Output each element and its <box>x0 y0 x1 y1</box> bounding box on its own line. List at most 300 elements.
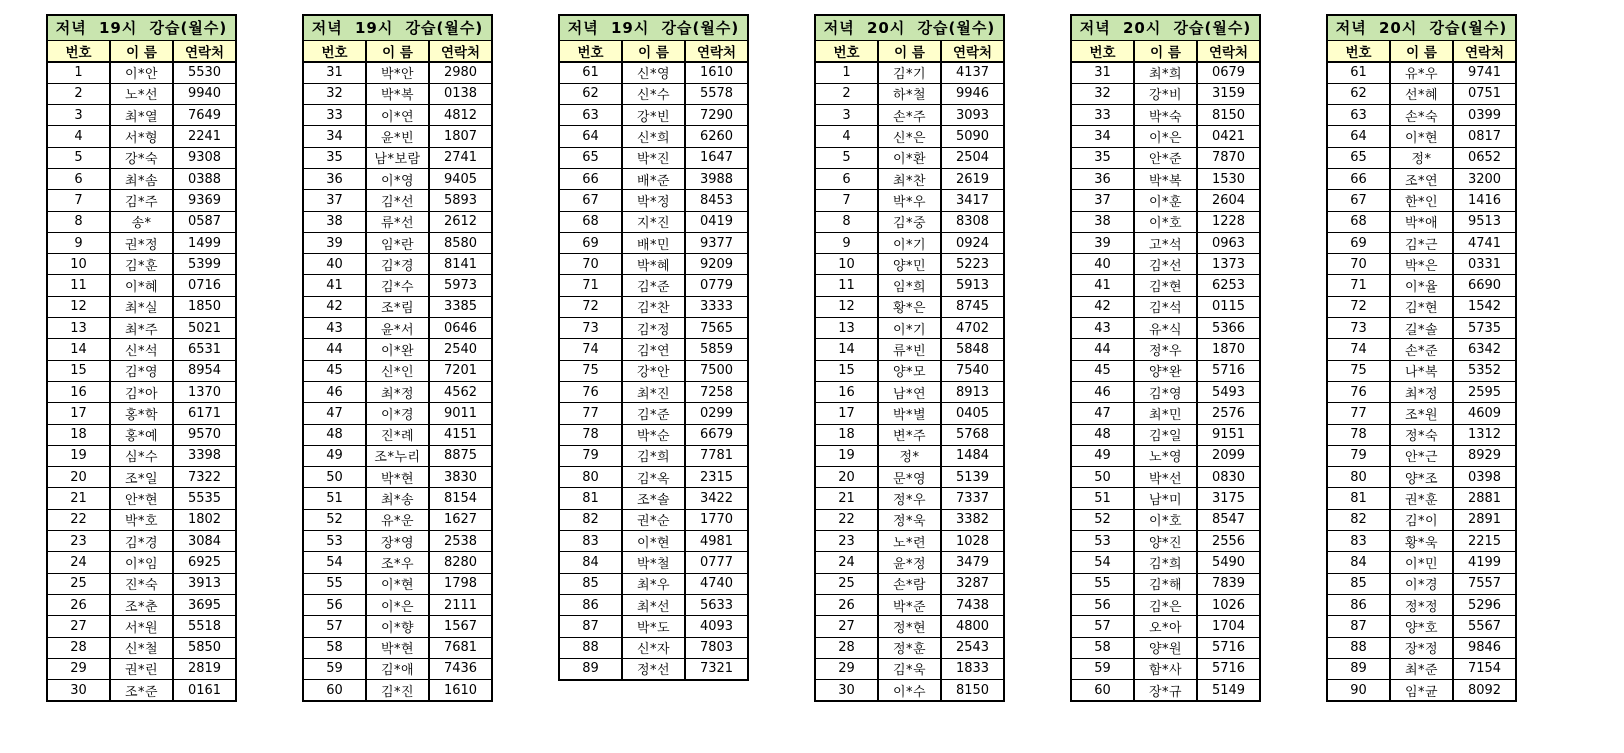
name-cell: 임*희 <box>878 275 941 296</box>
row-number-cell: 43 <box>303 318 366 339</box>
table-row <box>47 573 236 594</box>
contact-cell: 2612 <box>429 211 492 232</box>
name-cell: 정* <box>878 445 941 466</box>
row-number-cell: 16 <box>815 381 878 402</box>
name-cell: 길*솔 <box>1390 318 1453 339</box>
table-row <box>1327 254 1516 275</box>
name-cell: 박*순 <box>622 424 685 445</box>
name-cell: 임*란 <box>366 232 429 253</box>
contact-cell: 5493 <box>1197 381 1260 402</box>
name-cell: 신*희 <box>622 126 685 147</box>
name-cell: 손*숙 <box>1390 105 1453 126</box>
name-cell: 고*석 <box>1134 232 1197 253</box>
row-number-cell: 10 <box>815 254 878 275</box>
table-row <box>815 296 1004 317</box>
name-cell: 정* <box>1390 147 1453 168</box>
name-cell: 신*자 <box>622 637 685 658</box>
contact-cell: 0716 <box>173 275 236 296</box>
name-cell: 최*선 <box>622 594 685 615</box>
column-header-name: 이 름 <box>878 40 941 62</box>
row-number-cell: 71 <box>559 275 622 296</box>
name-cell: 하*철 <box>878 83 941 104</box>
table-row <box>1327 318 1516 339</box>
contact-cell: 9946 <box>941 83 1004 104</box>
column-header-no: 번호 <box>303 40 366 62</box>
name-cell: 이*기 <box>878 318 941 339</box>
name-cell: 김*희 <box>622 445 685 466</box>
contact-cell: 7540 <box>941 360 1004 381</box>
table-row <box>303 211 492 232</box>
row-number-cell: 80 <box>1327 467 1390 488</box>
contact-cell: 3175 <box>1197 488 1260 509</box>
table-title: 저녁 19시 강습(월수) <box>47 15 236 40</box>
name-cell: 신*영 <box>622 62 685 83</box>
table-row <box>1327 275 1516 296</box>
name-cell: 김*선 <box>366 190 429 211</box>
contact-cell: 5399 <box>173 254 236 275</box>
row-number-cell: 59 <box>303 658 366 679</box>
row-number-cell: 79 <box>559 445 622 466</box>
table-row <box>1071 275 1260 296</box>
row-number-cell: 89 <box>1327 658 1390 679</box>
row-number-cell: 77 <box>559 403 622 424</box>
table-row <box>303 232 492 253</box>
name-cell: 박*별 <box>878 403 941 424</box>
contact-cell: 6925 <box>173 552 236 573</box>
row-number-cell: 32 <box>303 83 366 104</box>
table-row <box>303 424 492 445</box>
row-number-cell: 89 <box>559 658 622 679</box>
column-header-contact: 연락처 <box>685 40 748 62</box>
row-number-cell: 62 <box>559 83 622 104</box>
contact-cell: 7565 <box>685 318 748 339</box>
row-number-cell: 46 <box>1071 381 1134 402</box>
row-number-cell: 70 <box>559 254 622 275</box>
table-row <box>47 594 236 615</box>
contact-cell: 7803 <box>685 637 748 658</box>
name-cell: 조*우 <box>366 552 429 573</box>
table-row <box>1071 126 1260 147</box>
table-row <box>559 467 748 488</box>
row-number-cell: 47 <box>303 403 366 424</box>
name-cell: 박*혜 <box>622 254 685 275</box>
table-row <box>303 190 492 211</box>
name-cell: 최*희 <box>1134 62 1197 83</box>
row-number-cell: 58 <box>303 637 366 658</box>
column-header-name: 이 름 <box>366 40 429 62</box>
row-number-cell: 1 <box>47 62 110 83</box>
row-number-cell: 33 <box>303 105 366 126</box>
contact-cell: 1312 <box>1453 424 1516 445</box>
name-cell: 손*준 <box>1390 339 1453 360</box>
table-row <box>1071 531 1260 552</box>
row-number-cell: 19 <box>815 445 878 466</box>
name-cell: 최*주 <box>110 318 173 339</box>
name-cell: 정*정 <box>1390 594 1453 615</box>
contact-cell: 8453 <box>685 190 748 211</box>
table-row <box>559 509 748 530</box>
contact-cell: 8547 <box>1197 509 1260 530</box>
contact-cell: 2604 <box>1197 190 1260 211</box>
contact-cell: 5021 <box>173 318 236 339</box>
name-cell: 김*수 <box>366 275 429 296</box>
contact-cell: 3382 <box>941 509 1004 530</box>
name-cell: 윤*서 <box>366 318 429 339</box>
name-cell: 이*현 <box>1390 126 1453 147</box>
table-row <box>559 318 748 339</box>
table-row <box>1071 680 1260 701</box>
table-row <box>815 105 1004 126</box>
row-number-cell: 8 <box>815 211 878 232</box>
name-cell: 권*훈 <box>1390 488 1453 509</box>
name-cell: 김*은 <box>1134 594 1197 615</box>
table-row <box>303 147 492 168</box>
row-number-cell: 54 <box>303 552 366 573</box>
table-row <box>1327 637 1516 658</box>
contact-cell: 7258 <box>685 381 748 402</box>
name-cell: 박*은 <box>1390 254 1453 275</box>
contact-cell: 5530 <box>173 62 236 83</box>
row-number-cell: 53 <box>1071 531 1134 552</box>
table-row <box>303 168 492 189</box>
name-cell: 정*선 <box>622 658 685 679</box>
table-row <box>1071 168 1260 189</box>
table-row <box>815 232 1004 253</box>
name-cell: 강*빈 <box>622 105 685 126</box>
table-row <box>815 488 1004 509</box>
contact-cell: 4137 <box>941 62 1004 83</box>
row-number-cell: 78 <box>559 424 622 445</box>
contact-cell: 6690 <box>1453 275 1516 296</box>
row-number-cell: 88 <box>1327 637 1390 658</box>
row-number-cell: 25 <box>815 573 878 594</box>
table-row <box>815 126 1004 147</box>
contact-cell: 9308 <box>173 147 236 168</box>
roster-table-4 <box>814 14 1005 702</box>
contact-cell: 3385 <box>429 296 492 317</box>
table-row <box>47 62 236 83</box>
table-row <box>47 296 236 317</box>
row-number-cell: 35 <box>1071 147 1134 168</box>
contact-cell: 7438 <box>941 594 1004 615</box>
row-number-cell: 49 <box>1071 445 1134 466</box>
contact-cell: 4741 <box>1453 232 1516 253</box>
table-row <box>559 552 748 573</box>
table-row <box>559 296 748 317</box>
table-row <box>47 488 236 509</box>
table-row <box>47 680 236 701</box>
table-row <box>815 339 1004 360</box>
row-number-cell: 34 <box>303 126 366 147</box>
roster-table-3 <box>558 14 749 681</box>
row-number-cell: 59 <box>1071 658 1134 679</box>
name-cell: 조*원 <box>1390 403 1453 424</box>
row-number-cell: 81 <box>559 488 622 509</box>
name-cell: 정*훈 <box>878 637 941 658</box>
name-cell: 조*림 <box>366 296 429 317</box>
contact-cell: 0830 <box>1197 467 1260 488</box>
name-cell: 박*진 <box>622 147 685 168</box>
row-number-cell: 20 <box>815 467 878 488</box>
name-cell: 박*철 <box>622 552 685 573</box>
column-header-no: 번호 <box>559 40 622 62</box>
name-cell: 김*준 <box>622 403 685 424</box>
contact-cell: 1228 <box>1197 211 1260 232</box>
contact-cell: 0817 <box>1453 126 1516 147</box>
name-cell: 박*우 <box>878 190 941 211</box>
table-row <box>1071 211 1260 232</box>
table-row <box>303 83 492 104</box>
row-number-cell: 43 <box>1071 318 1134 339</box>
name-cell: 박*준 <box>878 594 941 615</box>
name-cell: 황*은 <box>878 296 941 317</box>
contact-cell: 3830 <box>429 467 492 488</box>
name-cell: 이*연 <box>366 105 429 126</box>
contact-cell: 6342 <box>1453 339 1516 360</box>
table-row <box>303 488 492 509</box>
row-number-cell: 66 <box>559 168 622 189</box>
row-number-cell: 30 <box>815 680 878 701</box>
name-cell: 손*람 <box>878 573 941 594</box>
table-row <box>47 381 236 402</box>
contact-cell: 1499 <box>173 232 236 253</box>
table-row <box>47 509 236 530</box>
table-row <box>303 467 492 488</box>
table-row <box>303 680 492 701</box>
name-cell: 서*원 <box>110 616 173 637</box>
contact-cell: 9369 <box>173 190 236 211</box>
row-number-cell: 61 <box>1327 62 1390 83</box>
contact-cell: 9011 <box>429 403 492 424</box>
table-row <box>1327 403 1516 424</box>
contact-cell: 3398 <box>173 445 236 466</box>
contact-cell: 9846 <box>1453 637 1516 658</box>
name-cell: 조*누리 <box>366 445 429 466</box>
name-cell: 이*경 <box>366 403 429 424</box>
name-cell: 최*열 <box>110 105 173 126</box>
row-number-cell: 5 <box>47 147 110 168</box>
row-number-cell: 23 <box>815 531 878 552</box>
contact-cell: 8875 <box>429 445 492 466</box>
contact-cell: 1704 <box>1197 616 1260 637</box>
contact-cell: 7321 <box>685 658 748 679</box>
contact-cell: 2576 <box>1197 403 1260 424</box>
table-row <box>1327 105 1516 126</box>
table-row <box>559 62 748 83</box>
row-number-cell: 51 <box>1071 488 1134 509</box>
contact-cell: 1567 <box>429 616 492 637</box>
table-row <box>47 467 236 488</box>
name-cell: 권*순 <box>622 509 685 530</box>
name-cell: 박*안 <box>366 62 429 83</box>
table-row <box>1327 83 1516 104</box>
row-number-cell: 63 <box>559 105 622 126</box>
name-cell: 이*현 <box>622 531 685 552</box>
name-cell: 홍*학 <box>110 403 173 424</box>
contact-cell: 7154 <box>1453 658 1516 679</box>
name-cell: 김*욱 <box>878 658 941 679</box>
table-row <box>47 275 236 296</box>
row-number-cell: 87 <box>1327 616 1390 637</box>
contact-cell: 9377 <box>685 232 748 253</box>
column-header-name: 이 름 <box>1390 40 1453 62</box>
table-row <box>559 254 748 275</box>
name-cell: 황*욱 <box>1390 531 1453 552</box>
contact-cell: 9405 <box>429 168 492 189</box>
name-cell: 양*진 <box>1134 531 1197 552</box>
contact-cell: 1833 <box>941 658 1004 679</box>
row-number-cell: 27 <box>815 616 878 637</box>
row-number-cell: 50 <box>303 467 366 488</box>
row-number-cell: 33 <box>1071 105 1134 126</box>
table-row <box>815 62 1004 83</box>
contact-cell: 2099 <box>1197 445 1260 466</box>
contact-cell: 9940 <box>173 83 236 104</box>
row-number-cell: 57 <box>303 616 366 637</box>
name-cell: 최*정 <box>366 381 429 402</box>
row-number-cell: 68 <box>559 211 622 232</box>
name-cell: 양*조 <box>1390 467 1453 488</box>
table-row <box>1071 147 1260 168</box>
name-cell: 문*영 <box>878 467 941 488</box>
table-row <box>815 552 1004 573</box>
table-row <box>815 211 1004 232</box>
row-number-cell: 64 <box>1327 126 1390 147</box>
contact-cell: 8141 <box>429 254 492 275</box>
table-row <box>559 594 748 615</box>
name-cell: 이*현 <box>366 573 429 594</box>
row-number-cell: 48 <box>1071 424 1134 445</box>
name-cell: 함*사 <box>1134 658 1197 679</box>
contact-cell: 5567 <box>1453 616 1516 637</box>
table-row <box>1327 509 1516 530</box>
row-number-cell: 73 <box>559 318 622 339</box>
contact-cell: 0779 <box>685 275 748 296</box>
contact-cell: 1530 <box>1197 168 1260 189</box>
contact-cell: 4609 <box>1453 403 1516 424</box>
name-cell: 선*혜 <box>1390 83 1453 104</box>
table-row <box>559 658 748 679</box>
contact-cell: 0421 <box>1197 126 1260 147</box>
roster-table-2 <box>302 14 493 702</box>
row-number-cell: 21 <box>47 488 110 509</box>
column-header-contact: 연락처 <box>429 40 492 62</box>
table-row <box>47 126 236 147</box>
column-header-contact: 연락처 <box>1197 40 1260 62</box>
table-row <box>1071 509 1260 530</box>
table-row <box>303 360 492 381</box>
name-cell: 장*정 <box>1390 637 1453 658</box>
table-row <box>815 531 1004 552</box>
name-cell: 이*민 <box>1390 552 1453 573</box>
row-number-cell: 48 <box>303 424 366 445</box>
table-row <box>815 616 1004 637</box>
name-cell: 김*준 <box>622 275 685 296</box>
name-cell: 노*선 <box>110 83 173 104</box>
row-number-cell: 19 <box>47 445 110 466</box>
table-row <box>559 83 748 104</box>
name-cell: 강*안 <box>622 360 685 381</box>
contact-cell: 1542 <box>1453 296 1516 317</box>
name-cell: 박*정 <box>622 190 685 211</box>
roster-table-1 <box>46 14 237 702</box>
contact-cell: 1610 <box>685 62 748 83</box>
name-cell: 노*영 <box>1134 445 1197 466</box>
contact-cell: 3093 <box>941 105 1004 126</box>
row-number-cell: 81 <box>1327 488 1390 509</box>
table-title: 저녁 20시 강습(월수) <box>815 15 1004 40</box>
contact-cell: 1798 <box>429 573 492 594</box>
row-number-cell: 62 <box>1327 83 1390 104</box>
row-number-cell: 13 <box>47 318 110 339</box>
name-cell: 신*수 <box>622 83 685 104</box>
table-row <box>47 105 236 126</box>
row-number-cell: 8 <box>47 211 110 232</box>
table-row <box>1327 360 1516 381</box>
name-cell: 장*규 <box>1134 680 1197 701</box>
table-row <box>815 467 1004 488</box>
name-cell: 정*우 <box>878 488 941 509</box>
table-row <box>1071 488 1260 509</box>
name-cell: 최*찬 <box>878 168 941 189</box>
table-row <box>1071 360 1260 381</box>
row-number-cell: 6 <box>47 168 110 189</box>
name-cell: 조*준 <box>110 680 173 701</box>
table-row <box>815 403 1004 424</box>
contact-cell: 2543 <box>941 637 1004 658</box>
row-number-cell: 76 <box>559 381 622 402</box>
table-row <box>303 296 492 317</box>
name-cell: 최*민 <box>1134 403 1197 424</box>
name-cell: 권*린 <box>110 658 173 679</box>
row-number-cell: 3 <box>47 105 110 126</box>
contact-cell: 9209 <box>685 254 748 275</box>
row-number-cell: 38 <box>1071 211 1134 232</box>
contact-cell: 6253 <box>1197 275 1260 296</box>
row-number-cell: 16 <box>47 381 110 402</box>
row-number-cell: 75 <box>1327 360 1390 381</box>
name-cell: 나*복 <box>1390 360 1453 381</box>
table-row <box>559 126 748 147</box>
table-row <box>1327 190 1516 211</box>
column-header-name: 이 름 <box>1134 40 1197 62</box>
row-number-cell: 51 <box>303 488 366 509</box>
row-number-cell: 72 <box>1327 296 1390 317</box>
contact-cell: 2881 <box>1453 488 1516 509</box>
name-cell: 배*민 <box>622 232 685 253</box>
row-number-cell: 13 <box>815 318 878 339</box>
contact-cell: 5848 <box>941 339 1004 360</box>
table-row <box>559 381 748 402</box>
row-number-cell: 9 <box>47 232 110 253</box>
table-row <box>303 637 492 658</box>
contact-cell: 8280 <box>429 552 492 573</box>
table-row <box>47 339 236 360</box>
name-cell: 박*도 <box>622 616 685 637</box>
row-number-cell: 67 <box>559 190 622 211</box>
table-row <box>815 275 1004 296</box>
row-number-cell: 26 <box>815 594 878 615</box>
name-cell: 노*련 <box>878 531 941 552</box>
contact-cell: 9741 <box>1453 62 1516 83</box>
table-title: 저녁 19시 강습(월수) <box>303 15 492 40</box>
name-cell: 김*이 <box>1390 509 1453 530</box>
contact-cell: 2556 <box>1197 531 1260 552</box>
contact-cell: 7290 <box>685 105 748 126</box>
name-cell: 윤*빈 <box>366 126 429 147</box>
table-row <box>303 594 492 615</box>
name-cell: 신*인 <box>366 360 429 381</box>
